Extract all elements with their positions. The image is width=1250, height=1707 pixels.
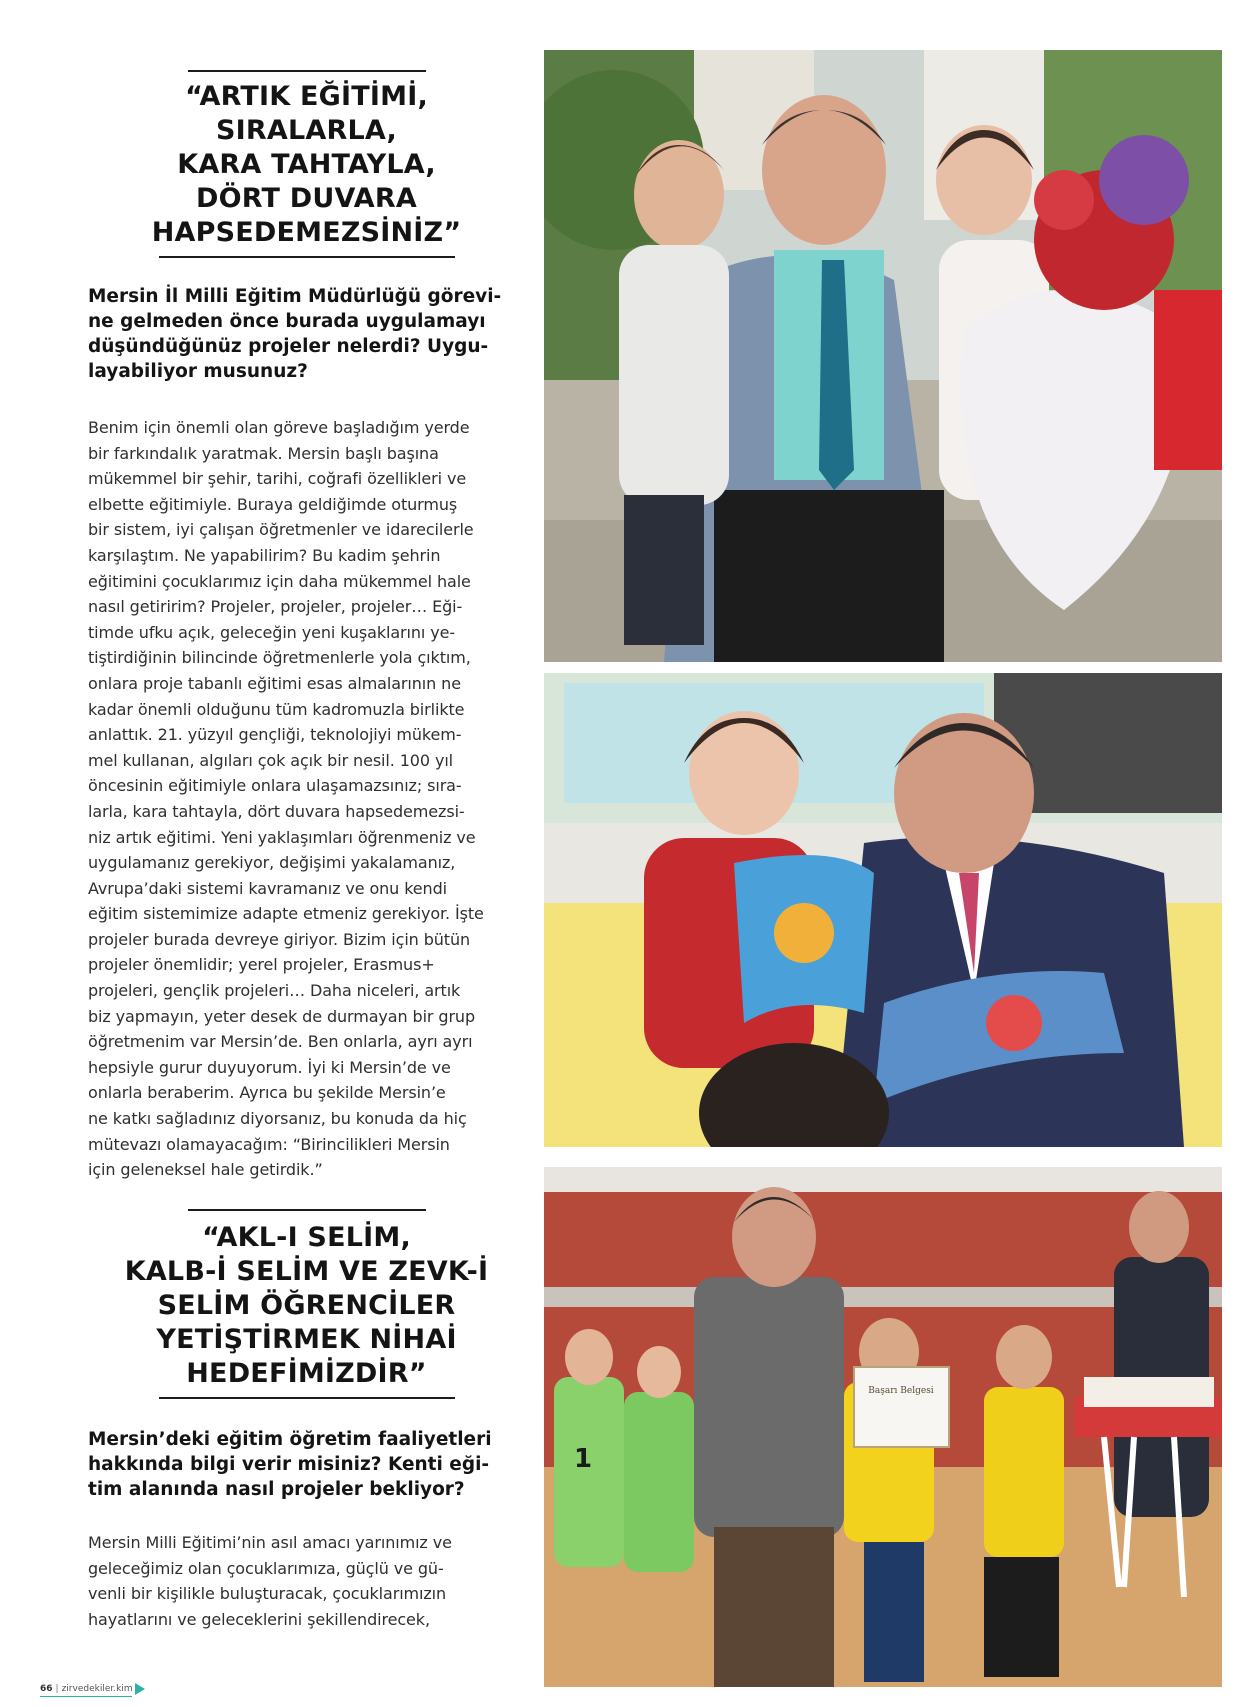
page-number: 66	[40, 1684, 53, 1694]
certificate-title: Başarı Belgesi	[868, 1386, 934, 1396]
interview-answer-1: Benim için önemli olan göreve başladığım yerde bir farkındalık yaratmak. Mersin başlı başına mükemmel bir şehir, tarihi, coğrafi özellikleri ve elbette eğitimiyle. Buraya geldiğimde oturmuş bir sistem, iyi çalışan öğretmenler ve idarecilerle karşılaştım. Ne yapabilirim? Bu kadim şehrin eğitimini çocuklarımız için daha mükemmel hale nasıl getiririm? Projeler, projeler, projeler… Eği- timde ufku açık, geleceğin yeni kuşaklarını ye- tiştirdiğinin bilincinde öğretmenlerle yola çıktım, onlara proje tabanlı eğitimi esas almalarının ne kadar önemli olduğunu tüm kadromuzla birlikte anlattık. 21. yüzyıl gençliği, teknolojiyi mükem- mel kullanan, algıları çok açık bir nesil. 100 yıl öncesinin eğitimiyle onlara ulaşamazsınız; sıra- larla, kara tahtayla, dört duvara hapsedemezsi- niz artık eğitimi. Yeni yaklaşımları öğrenmeniz ve uygulamanız gerekiyor, değişimi yakalamanız, Avrupa’daki sistemi kavramanız ve onu kendi eğitim sistemimize adapte etmeniz gerekiyor. İşte projeler burada devreye giriyor. Bizim için bütün projeler önemlidir; yerel projeler, Erasmus+ projeleri, gençlik projeleri… Daha niceleri, artık biz yapmayın, yeter desek de durmayan bir grup öğretmenim var Mersin’de. Ben onlarla, ayrı ayrı hepsiyle gurur duyuyorum. İyi ki Mersin’de ve onlarla beraberim. Ayrıca bu şekilde Mersin’e ne katkı sağladınız diyorsanız, bu konuda da hiç mütevazı olamayacağım: “Birincilikleri Mersin için geleneksel hale getirdik.”	[88, 418, 484, 1180]
interview-answer-2: Mersin Milli Eğitimi’nin asıl amacı yarınımız ve geleceğimiz olan çocuklarımıza, güçlü ve gü- venli bir kişilikle buluşturacak, çocuklarımızın hayatlarını ve geleceklerini şekillendirecek,	[88, 1533, 452, 1629]
footer-separator: |	[55, 1684, 59, 1694]
pull-quote-text: “AKL-I SELİM, KALB-İ SELİM VE ZEVK-İ SELİM ÖĞRENCİLER YETİŞTİRMEK NİHAİ HEDEFİMİZDİR”	[124, 1222, 489, 1389]
pull-quote-1	[88, 70, 525, 258]
page-footer	[40, 1683, 140, 1695]
photo-illustration	[544, 50, 1222, 662]
interview-question-1: Mersin İl Milli Eğitim Müdürlüğü görevi- ne gelmeden önce burada uygulamayı düşündüğünüz projeler nelerdi? Uygu- layabiliyor musunuz?	[88, 286, 502, 382]
photo-illustration	[544, 673, 1222, 1147]
race-bib-number: 1	[574, 1444, 593, 1474]
interview-question-2: Mersin’deki eğitim öğretim faaliyetleri hakkında bilgi verir misiniz? Kenti eği- tim alanında nasıl projeler bekliyor?	[88, 1429, 492, 1500]
photo-director-with-children	[544, 50, 1222, 662]
pull-quote-rule	[188, 70, 426, 72]
footer-site-name: zirvedekiler.kim	[61, 1684, 133, 1694]
pull-quote-rule	[159, 1397, 455, 1399]
pull-quote-text: “ARTIK EĞİTİMİ, SIRALARLA, KARA TAHTAYLA, DÖRT DUVARA HAPSEDEMEZSİNİZ”	[151, 81, 462, 248]
footer-underline	[40, 1696, 132, 1697]
footer-arrow-icon	[135, 1683, 145, 1695]
photo-illustration	[544, 1167, 1222, 1687]
photo-award-ceremony	[544, 1167, 1222, 1687]
photo-director-with-student-book	[544, 673, 1222, 1147]
pull-quote-rule	[188, 1209, 426, 1211]
pull-quote-2	[88, 1209, 525, 1399]
pull-quote-rule	[159, 256, 455, 258]
